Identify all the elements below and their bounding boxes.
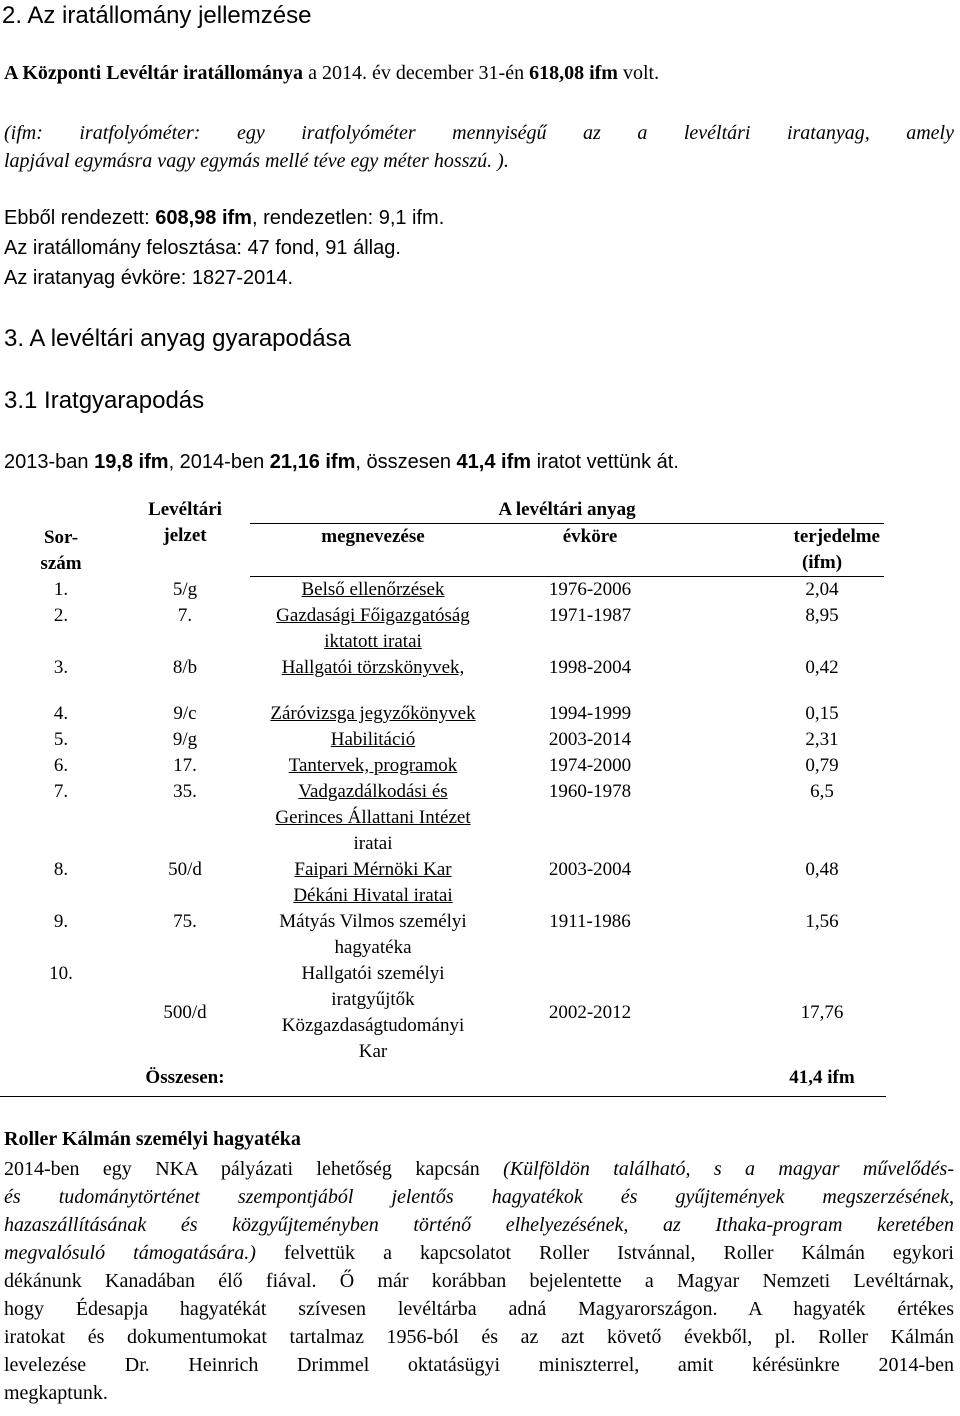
felosztas-line: Az iratállomány felosztása: 47 fond, 91 állag.: [4, 237, 401, 259]
header-ifm: (ifm): [684, 550, 884, 577]
table-total-row: [2, 1065, 884, 1091]
section-2-heading: 2. Az iratállomány jellemzése: [2, 2, 312, 29]
row-name-line: Dékáni Hivatal iratai: [293, 885, 453, 906]
table-header-row-1: [2, 497, 884, 524]
row-evkor: 2002-2012: [548, 1002, 632, 1023]
evkor-line: Az iratanyag évköre: 1827-2014.: [4, 267, 294, 289]
row-name-line: Hallgatói törzskönyvek,: [281, 657, 465, 678]
row-name: [250, 779, 496, 857]
table-row: [2, 655, 884, 681]
total-value: 41,4 ifm: [789, 1067, 855, 1088]
row-number: 3.: [53, 657, 69, 678]
table-bottom-rule: [0, 1096, 886, 1097]
row-name: [250, 909, 496, 961]
row-evkor: 1960-1978: [548, 781, 632, 802]
row-name-line: hagyatéka: [334, 937, 412, 958]
table-row: [2, 701, 884, 727]
row-evkor: 1976-2006: [548, 579, 632, 600]
row-terjedelme: 2,31: [805, 729, 839, 750]
row-name: [250, 961, 496, 1065]
row-name-line: Kar: [358, 1041, 388, 1062]
row-jelzet: 75.: [173, 911, 197, 932]
roller-line-1: 2014-ben egy NKA pályázati lehetőség kapcsán (Külföldön található, s a magyar művelődés-: [4, 1158, 955, 1180]
row-evkor: 2003-2004: [548, 859, 632, 880]
header-jelzet: Levéltári jelzet: [148, 499, 222, 546]
row-evkor: 1974-2000: [548, 755, 632, 776]
row-number: 7.: [53, 781, 69, 802]
row-terjedelme: 8,95: [805, 605, 839, 626]
row-name-line: iktatott iratai: [324, 631, 422, 652]
row-evkor: 1911-1986: [549, 911, 631, 932]
header-evkore: évköre: [562, 526, 618, 547]
section-3-1-heading: 3.1 Iratgyarapodás: [4, 387, 205, 414]
table-row: [2, 779, 884, 857]
row-name: [250, 701, 496, 727]
row-jelzet: 35.: [173, 781, 197, 802]
row-jelzet: 9/g: [172, 729, 198, 750]
row-name: [250, 753, 496, 779]
row-name-line: Faipari Mérnöki Kar: [294, 859, 452, 880]
section-3-heading: 3. A levéltári anyag gyarapodása: [4, 325, 351, 352]
row-name-line: Tantervek, programok: [288, 755, 458, 776]
table-row: [2, 961, 884, 1065]
roller-heading: Roller Kálmán személyi hagyatéka: [4, 1128, 301, 1150]
header-megnevezese: megnevezése: [321, 526, 425, 547]
roller-paragraph: [4, 1155, 954, 1407]
table-row: [2, 727, 884, 753]
row-name: [250, 857, 496, 909]
row-jelzet: 7.: [177, 605, 193, 626]
row-name-line: Gerinces Állattani Intézet: [275, 807, 471, 828]
acquisition-table: [2, 497, 884, 1091]
table-row: [2, 603, 884, 655]
row-jelzet: 17.: [173, 755, 197, 776]
table-row: [2, 857, 884, 909]
row-number: 2.: [53, 605, 69, 626]
ifm-definition-line-2: lapjával egymásra vagy egymás mellé téve egy méter hosszú. ).: [4, 150, 509, 172]
row-name: [250, 603, 496, 655]
header-sorszam: Sor- szám: [40, 526, 82, 574]
rendezett-line: Ebből rendezett: 608,98 ifm, rendezetlen: 9,1 ifm.: [4, 207, 445, 229]
row-name-line: Vadgazdálkodási és: [298, 781, 448, 802]
roller-line-2: és tudománytörténet szempontjából jelentős hagyatékok és gyűjtemények megszerzésének,: [4, 1186, 954, 1208]
header-anyag: A levéltári anyag: [250, 497, 884, 524]
row-terjedelme: 0,42: [805, 657, 839, 678]
row-number: 1.: [53, 578, 69, 600]
row-jelzet: 50/d: [168, 859, 202, 880]
acquisition-summary: 2013-ban 19,8 ifm, 2014-ben 21,16 ifm, összesen 41,4 ifm iratot vettünk át.: [4, 451, 679, 473]
row-evkor: 2003-2014: [548, 729, 632, 750]
row-terjedelme: 6,5: [810, 781, 834, 802]
row-name-line: iratai: [353, 833, 393, 854]
row-jelzet: 500/d: [163, 1002, 207, 1023]
row-name-line: Gazdasági Főigazgatóság: [276, 605, 470, 626]
roller-line-6: hogy Édesapja hagyatékát szívesen levéltárba adná Magyarországon. A hagyaték értékes: [4, 1298, 954, 1320]
row-number: 6.: [53, 755, 69, 776]
row-jelzet: 9/c: [173, 703, 197, 724]
total-label: Összesen:: [145, 1067, 225, 1088]
row-number: 10.: [49, 963, 73, 984]
row-name-line: Közgazdaságtudományi: [281, 1015, 465, 1036]
roller-line-7: iratokat és dokumentumokat tartalmaz 1956-ból és az azt követő évekből, pl. Roller Kálmán: [4, 1326, 954, 1348]
row-name: [250, 577, 496, 604]
row-terjedelme: 1,56: [805, 911, 839, 932]
row-number: 4.: [53, 703, 69, 724]
row-terjedelme: 0,79: [805, 755, 839, 776]
row-evkor: 1994-1999: [548, 703, 632, 724]
row-spacer: [2, 681, 884, 701]
row-evkor: 1998-2004: [548, 657, 632, 678]
roller-line-8: levelezése Dr. Heinrich Drimmel oktatásügyi miniszterrel, amit kérésünkre 2014-ben: [4, 1354, 954, 1376]
row-terjedelme: 0,48: [805, 859, 839, 880]
row-name-line: Hallgatói személyi: [301, 963, 445, 984]
header-terjedelme: terjedelme: [793, 526, 880, 547]
row-jelzet: 8/b: [172, 657, 198, 678]
roller-line-3: hazaszállításának és közgyűjteményben történő elhelyezésének, az Ithaka-program keretében: [4, 1214, 954, 1236]
row-number: 9.: [53, 911, 69, 932]
table-row: [2, 753, 884, 779]
row-jelzet: 5/g: [172, 578, 198, 600]
ifm-definition-line-1: (ifm: iratfolyóméter: egy iratfolyóméter mennyiségű az a levéltári iratanyag, amely: [4, 122, 954, 144]
row-terjedelme: 17,76: [800, 1002, 844, 1023]
row-name: [250, 727, 496, 753]
table-row: [2, 577, 884, 604]
row-name-line: Habilitáció: [330, 729, 416, 750]
row-name: [250, 655, 496, 681]
row-name-line: Záróvizsga jegyzőkönyvek: [270, 703, 476, 724]
row-evkor: 1971-1987: [548, 605, 632, 626]
table-row: [2, 909, 884, 961]
row-number: 8.: [53, 859, 69, 880]
row-terjedelme: 2,04: [805, 579, 839, 600]
collection-total-line: A Központi Levéltár iratállománya a 2014. év december 31-én 618,08 ifm volt.: [4, 62, 660, 84]
row-name-line: iratgyűjtők: [331, 989, 415, 1010]
row-number: 5.: [53, 729, 69, 750]
roller-line-5: dékánunk Kanadában élő fiával. Ő már korábban bejelentette a Magyar Nemzeti Levéltárnak,: [4, 1270, 954, 1292]
row-name-line: Belső ellenőrzések: [301, 579, 445, 600]
row-name-line: Mátyás Vilmos személyi: [279, 911, 467, 932]
roller-line-9: megkaptunk.: [4, 1382, 108, 1404]
roller-line-4: megvalósuló támogatására.) felvettük a kapcsolatot Roller Istvánnal, Roller Kálmán egykori: [4, 1242, 954, 1264]
row-terjedelme: 0,15: [805, 703, 839, 724]
